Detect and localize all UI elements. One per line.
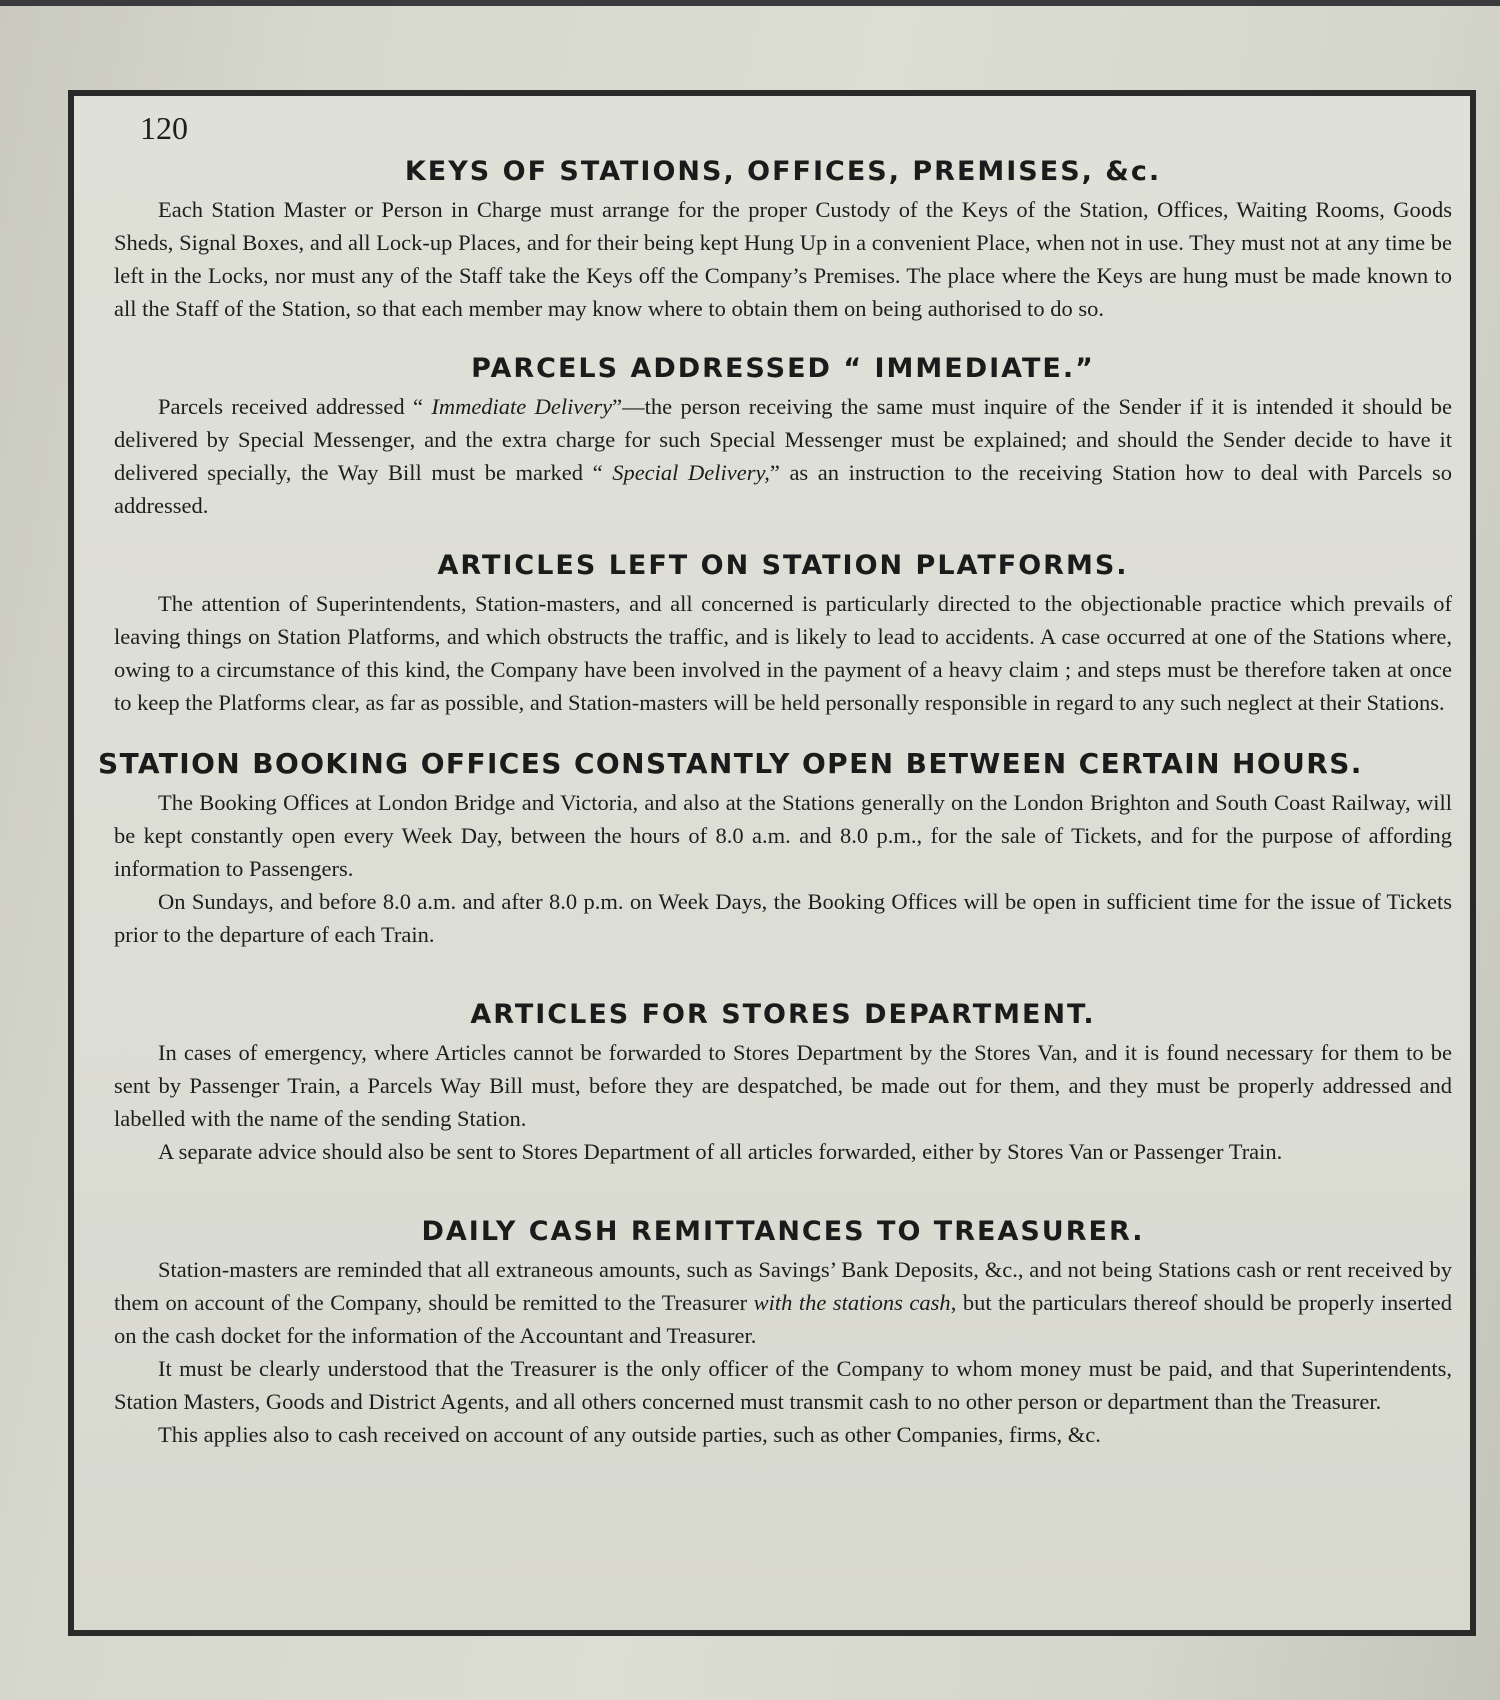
italic-text: Immediate Delivery [431, 394, 613, 419]
section-heading: STATION BOOKING OFFICES CONSTANTLY OPEN BETWEEN CERTAIN HOURS. [98, 747, 1363, 780]
italic-text: with the stations cash [753, 1290, 951, 1315]
section-parcels [114, 353, 1452, 522]
section-heading: PARCELS ADDRESSED “ IMMEDIATE.” [471, 353, 1095, 384]
text-run: ”—the person receiving the same must inquire of the Sender if it is intended it should be delivered by Special Messenger, and the extra charge for such Special Messenger must be explained; and should the Sender decide to have it delivered specially, the Way Bill must be marked “ [114, 394, 1453, 485]
text-run: Station-masters are reminded that all extraneous amounts, such as Savings’ Bank Deposits, &c., and not being Stations cash or rent received by them on account of the Company, should be remitted to the Treasurer [114, 1257, 1452, 1315]
section-paragraph [114, 1253, 1452, 1352]
page-content [98, 156, 1453, 1479]
section-paragraph: It must be clearly understood that the Treasurer is the only officer of the Company to whom money must be paid, and that Superintendents, Station Masters, Goods and District Agents, and all others concerned must transmit cash to no other person or department than the Treasurer. [114, 1356, 1452, 1414]
spacer [114, 979, 1452, 999]
text-run: , but the particulars thereof should be properly inserted on the cash docket for the information of the Accountant and Treasurer. [114, 1290, 1452, 1348]
section-paragraph: The Booking Offices at London Bridge and Victoria, and also at the Stations generally on the London Brighton and South Coast Railway, will be kept constantly open every Week Day, between the hours of 8.0 a.m. and 8.0 p.m., for the sale of Tickets, and for the purpose of affording information to Passengers. [114, 790, 1452, 881]
section-heading: ARTICLES FOR STORES DEPARTMENT. [470, 999, 1096, 1030]
section-platforms [114, 550, 1452, 719]
section-paragraph [114, 390, 1452, 522]
spacer [114, 1196, 1452, 1216]
section-keys [114, 156, 1452, 325]
section-booking-offices [98, 747, 1452, 951]
page-number: 120 [140, 110, 188, 146]
section-stores [114, 999, 1452, 1168]
section-paragraph: The attention of Superintendents, Station-masters, and all concerned is particularly directed to the objectionable practice which prevails of leaving things on Station Platforms, and which obstructs the traffic, and is likely to lead to accidents. A case occurred at one of the Stations where, owing to a circumstance of this kind, the Company have been involved in the payment of a heavy claim ; and steps must be therefore taken at once to keep the Platforms clear, as far as possible, and Station-masters will be held personally responsible in regard to any such neglect at their Stations. [114, 591, 1452, 715]
section-heading: DAILY CASH REMITTANCES TO TREASURER. [421, 1216, 1145, 1247]
book-page [0, 6, 1500, 1700]
page-border [68, 90, 1476, 1636]
section-heading: ARTICLES LEFT ON STATION PLATFORMS. [437, 550, 1129, 581]
section-heading: KEYS OF STATIONS, OFFICES, PREMISES, &c. [404, 156, 1162, 187]
section-paragraph: Each Station Master or Person in Charge must arrange for the proper Custody of the Keys of the Station, Offices, Waiting Rooms, Goods Sheds, Signal Boxes, and all Lock-up Places, and for their being kept Hung Up in a convenient Place, when not in use. They must not at any time be left in the Locks, nor must any of the Staff take the Keys off the Company’s Premises. The place where the Keys are hung must be made known to all the Staff of the Station, so that each member may know where to obtain them on being authorised to do so. [114, 197, 1452, 321]
text-run: Parcels received addressed “ [158, 394, 432, 419]
section-paragraph: A separate advice should also be sent to Stores Department of all articles forwarded, either by Stores Van or Passenger Train. [158, 1139, 1283, 1164]
section-paragraph: This applies also to cash received on account of any outside parties, such as other Companies, firms, &c. [158, 1422, 1101, 1447]
section-paragraph: On Sundays, and before 8.0 a.m. and after 8.0 p.m. on Week Days, the Booking Offices will be open in sufficient time for the issue of Tickets prior to the departure of each Train. [114, 889, 1452, 947]
italic-text: Special Delivery, [612, 460, 770, 485]
section-cash [114, 1216, 1452, 1451]
section-paragraph: In cases of emergency, where Articles cannot be forwarded to Stores Department by the Stores Van, and it is found necessary for them to be sent by Passenger Train, a Parcels Way Bill must, before they are despatched, be made out for them, and they must be properly addressed and labelled with the name of the sending Station. [114, 1040, 1452, 1131]
text-run: ” as an instruction to the receiving Station how to deal with Parcels so addressed. [114, 460, 1452, 518]
